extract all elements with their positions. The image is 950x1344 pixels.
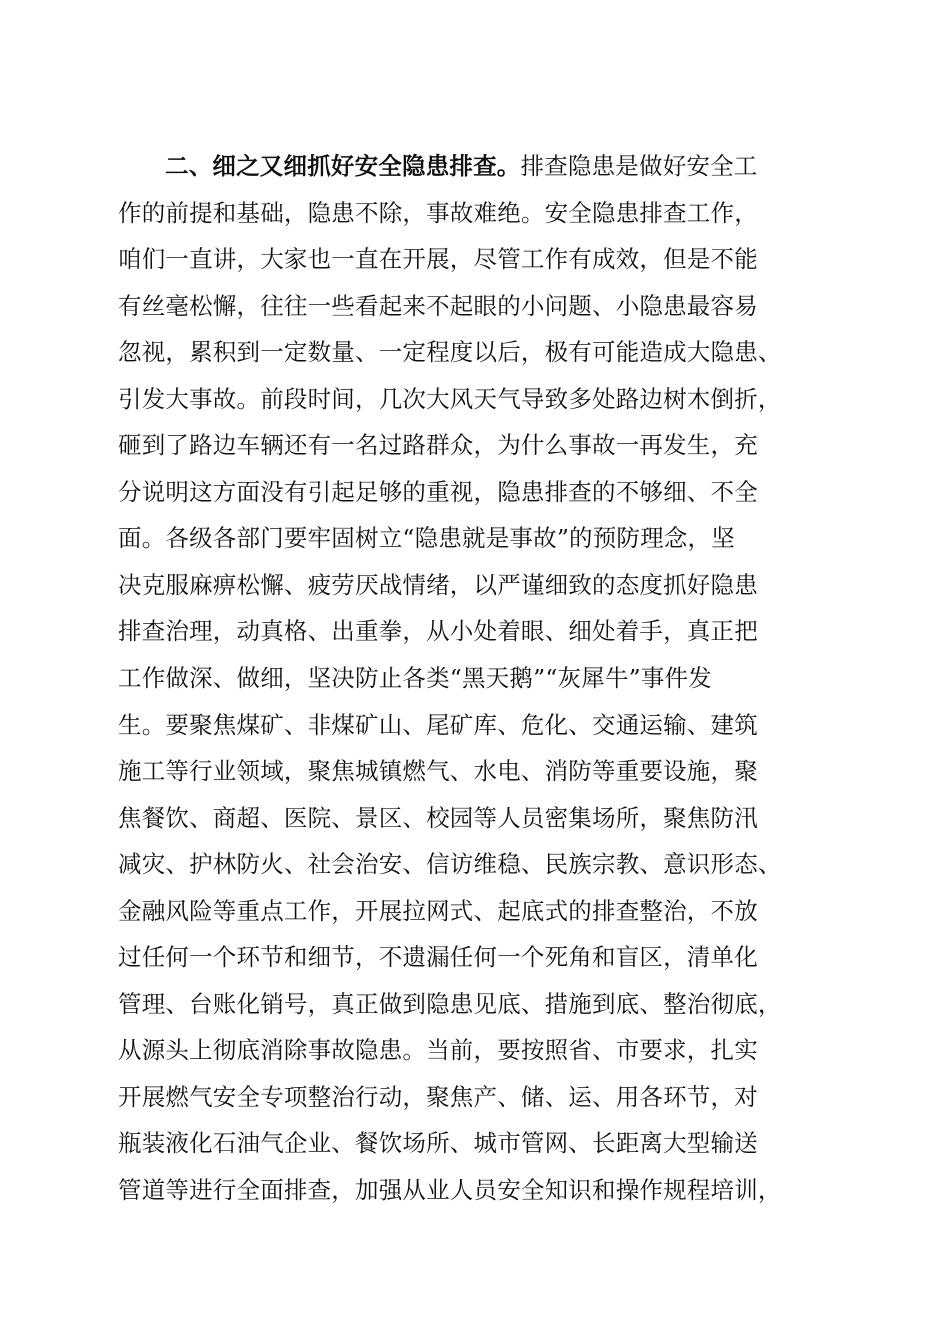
paragraph-text: 排查隐患是做好安全工 [520, 152, 758, 180]
paragraph-line-15: 焦餐饮、商超、医院、景区、校园等人员密集场所，聚焦防汛 [118, 803, 758, 832]
paragraph-line-8: 分说明这方面没有引起足够的重视，隐患排查的不够细、不全 [118, 477, 758, 506]
paragraph-line-14: 施工等行业领域，聚焦城镇燃气、水电、消防等重要设施，聚 [118, 757, 758, 786]
paragraph-line-21: 开展燃气安全专项整治行动，聚焦产、储、运、用各环节，对 [118, 1082, 758, 1111]
paragraph-line-9: 面。各级各部门要牢固树立“隐患就是事故”的预防理念，坚 [118, 524, 735, 553]
paragraph-line-13: 生。要聚焦煤矿、非煤矿山、尾矿库、危化、交通运输、建筑 [118, 710, 758, 739]
paragraph-line-12: 工作做深、做细，坚决防止各类“黑天鹅”“灰犀牛”事件发 [118, 664, 712, 693]
paragraph-line-17: 金融风险等重点工作，开展拉网式、起底式的排查整治，不放 [118, 896, 758, 925]
paragraph-line-18: 过任何一个环节和细节，不遗漏任何一个死角和盲区，清单化 [118, 943, 758, 972]
paragraph-line-20: 从源头上彻底消除事故隐患。当前，要按照省、市要求，扎实 [118, 1036, 758, 1065]
paragraph-line-11: 排查治理，动真格、出重拳，从小处着眼、细处着手，真正把 [118, 617, 758, 646]
paragraph-line-16: 减灾、护林防火、社会治安、信访维稳、民族宗教、意识形态、 [118, 850, 782, 879]
paragraph [118, 143, 838, 1214]
paragraph-line-4: 有丝毫松懈，往往一些看起来不起眼的小问题、小隐患最容易 [118, 291, 758, 320]
section-heading: 二、细之又细抓好安全隐患排查。 [165, 152, 521, 180]
paragraph-line-22: 瓶装液化石油气企业、餐饮场所、城市管网、长距离大型输送 [118, 1129, 758, 1158]
paragraph-line-23: 管道等进行全面排查，加强从业人员安全知识和操作规程培训， [118, 1176, 782, 1205]
paragraph-line-1 [118, 143, 838, 190]
paragraph-line-7: 砸到了路边车辆还有一名过路群众，为什么事故一再发生，充 [118, 431, 758, 460]
paragraph-line-6: 引发大事故。前段时间，几次大风天气导致多处路边树木倒折， [118, 384, 782, 413]
paragraph-line-3: 咱们一直讲，大家也一直在开展，尽管工作有成效，但是不能 [118, 245, 758, 274]
paragraph-line-2: 作的前提和基础，隐患不除，事故难绝。安全隐患排查工作， [118, 198, 758, 227]
paragraph-line-19: 管理、台账化销号，真正做到隐患见底、措施到底、整治彻底， [118, 989, 782, 1018]
paragraph-line-10: 决克服麻痹松懈、疲劳厌战情绪，以严谨细致的态度抓好隐患 [118, 570, 758, 599]
paragraph-line-5: 忽视，累积到一定数量、一定程度以后，极有可能造成大隐患、 [118, 338, 782, 367]
